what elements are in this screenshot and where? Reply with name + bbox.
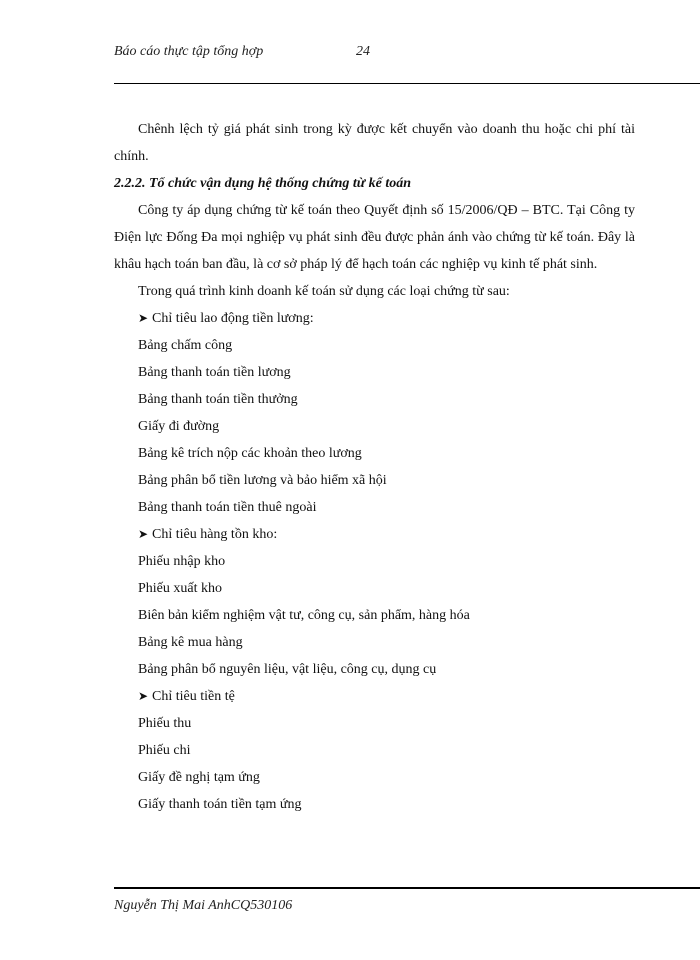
list-item: Bảng kê mua hàng xyxy=(138,635,243,650)
page-number: 24 xyxy=(356,44,370,59)
report-title: Báo cáo thực tập tổng hợp xyxy=(114,44,264,59)
page-body xyxy=(114,116,635,818)
list-item: Phiếu thu xyxy=(138,716,192,731)
list-item: Phiếu nhập kho xyxy=(138,554,226,569)
section-heading: 2.2.2. Tổ chức vận dụng hệ thống chứng từ kế toán xyxy=(114,176,412,191)
group-title-labor xyxy=(114,305,635,332)
list-item: Bảng chấm công xyxy=(138,338,233,353)
list-item: Bảng thanh toán tiền thưởng xyxy=(138,392,298,407)
list-item: Giấy đi đường xyxy=(138,419,220,434)
list-item: Bảng kê trích nộp các khoản theo lương xyxy=(138,446,362,461)
list-item: Phiếu xuất kho xyxy=(138,581,222,596)
paragraph-exchange-rate: Chênh lệch tỷ giá phát sinh trong kỳ được kết chuyển vào doanh thu hoặc chi phí tài chính. xyxy=(114,122,635,164)
arrowhead-bullet-icon: ➤ xyxy=(138,527,149,541)
arrowhead-bullet-icon: ➤ xyxy=(138,311,149,325)
group-title-text: Chỉ tiêu hàng tồn kho: xyxy=(152,527,278,542)
list-item: Bảng phân bổ nguyên liệu, vật liệu, công cụ, dụng cụ xyxy=(138,662,437,677)
group-title-text: Chỉ tiêu tiền tệ xyxy=(152,689,235,704)
group-title-currency xyxy=(114,683,635,710)
footer-divider xyxy=(114,887,700,889)
list-item: Giấy đề nghị tạm ứng xyxy=(138,770,260,785)
page-footer xyxy=(114,898,292,914)
arrowhead-bullet-icon: ➤ xyxy=(138,689,149,703)
paragraph-vouchers: Công ty áp dụng chứng từ kế toán theo Quyết định số 15/2006/QĐ – BTC. Tại Công ty Điện lực Đống Đa mọi nghiệp vụ phát sinh đều được phản ánh vào chứng từ kế toán. Đây là khâu hạch toán ban đầu, là cơ sở pháp lý để hạch toán các nghiệp vụ kinh tế phát sinh. xyxy=(114,203,635,272)
list-item: Biên bản kiểm nghiệm vật tư, công cụ, sản phẩm, hàng hóa xyxy=(138,608,470,623)
page-header xyxy=(114,44,370,60)
list-item: Bảng phân bổ tiền lương và bảo hiểm xã hội xyxy=(138,473,387,488)
header-divider xyxy=(114,83,700,84)
list-item: Phiếu chi xyxy=(138,743,191,758)
group-title-inventory xyxy=(114,521,635,548)
author-name: Nguyễn Thị Mai AnhCQ530106 xyxy=(114,898,293,913)
list-item: Bảng thanh toán tiền lương xyxy=(138,365,291,380)
group-title-text: Chỉ tiêu lao động tiền lương: xyxy=(152,311,314,326)
list-item: Giấy thanh toán tiền tạm ứng xyxy=(138,797,302,812)
list-item: Bảng thanh toán tiền thuê ngoài xyxy=(138,500,317,515)
list-intro: Trong quá trình kinh doanh kế toán sử dụng các loại chứng từ sau: xyxy=(138,284,510,299)
